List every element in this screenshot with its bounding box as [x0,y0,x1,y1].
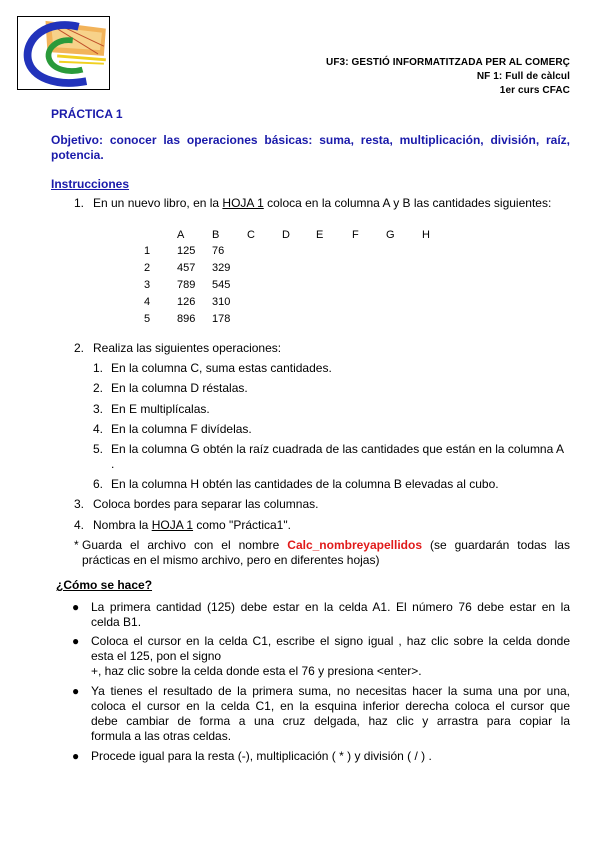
logo-graphic [18,17,109,89]
col-header-h: H [422,229,430,241]
cell-b: 310 [212,296,231,308]
step-4-sheet-ref: HOJA 1 [151,518,194,532]
col-header-b: B [212,229,220,241]
bullet-3-line-3: debe cambiar de forma a una cruz delgada, haz clic y arrastra para copiar la [91,714,570,728]
page-title: PRÁCTICA 1 [51,107,123,121]
header-course: 1er curs CFAC [499,85,570,96]
header-unit: NF 1: Full de càlcul [476,71,570,82]
col-header-f: F [352,229,359,241]
step-2-text: Realiza las siguientes operaciones: [93,341,282,355]
note-filename: Calc_nombreyapellidos [287,538,422,552]
substep-text: En la columna F divídelas. [111,422,252,436]
step-1-post: coloca en la columna A y B las cantidades siguientes: [263,196,552,210]
substep-number: 3. [93,402,104,416]
cell-a: 125 [177,245,196,257]
bullet-3-line-1: Ya tienes el resultado de la primera suma, no necesitas hacer la suma una por una, [91,684,570,698]
step-1-pre: En un nuevo libro, en la [93,196,223,210]
col-header-g: G [386,229,395,241]
col-header-e: E [316,229,324,241]
step-3-number: 3. [74,497,85,511]
substep-text: En la columna H obtén las cantidades de la columna B elevadas al cubo. [111,477,499,491]
bullet-1-line-1: La primera cantidad (125) debe estar en la celda A1. El número 76 debe estar en la [91,600,570,614]
step-3-text: Coloca bordes para separar las columnas. [93,497,319,511]
row-number: 2 [144,262,151,274]
header-module: UF3: GESTIÓ INFORMATITZADA PER AL COMERÇ [326,57,570,68]
row-number: 5 [144,313,151,325]
step-4-pre: Nombra la [93,518,152,532]
substep-number: 6. [93,477,104,491]
bullet-2-line-3: +, haz clic sobre la celda donde esta el 76 y presiona <enter>. [91,664,422,678]
bullet-2-line-1: Coloca el cursor en la celda C1, escribe el signo igual , haz clic sobre la celda donde [91,634,570,648]
substep-number: 2. [93,381,104,395]
bullet-icon: ● [72,684,80,698]
cell-b: 329 [212,262,231,274]
col-header-d: D [282,229,290,241]
bullet-1-line-2: celda B1. [91,615,142,629]
substep-text: En la columna C, suma estas cantidades. [111,361,332,375]
note-line-1 [82,538,570,553]
substep-number: 4. [93,422,104,436]
step-1-number: 1. [74,196,85,210]
substep-text: En la columna G obtén la raíz cuadrada de las cantidades que están en la columna A [111,442,564,456]
step-2-number: 2. [74,341,85,355]
cell-a: 126 [177,296,196,308]
substep-text: En E multiplícalas. [111,402,210,416]
bullet-icon: ● [72,749,80,763]
substep-number: 5. [93,442,104,456]
note-post: (se guardarán todas las [422,538,570,552]
substep-number: 1. [93,361,104,375]
col-header-a: A [177,229,185,241]
cell-a: 457 [177,262,196,274]
cell-a: 896 [177,313,196,325]
step-1-sheet-ref: HOJA 1 [222,196,264,210]
note-line-2: prácticas en el mismo archivo, pero en diferentes hojas) [82,553,380,567]
school-logo [17,16,110,90]
bullet-icon: ● [72,600,80,614]
substep-continuation: . [111,457,115,471]
bullet-3-line-4: formula a las otras celdas. [91,729,232,743]
col-header-c: C [247,229,255,241]
row-number: 3 [144,279,151,291]
sheet-header-row [140,229,440,245]
step-4-post: como "Práctica1". [193,518,291,532]
note-pre: Guarda el archivo con el nombre [82,538,288,552]
cell-b: 178 [212,313,231,325]
note-star: * [74,538,79,552]
bullet-3-line-2: coloca el cursor en la celda C1, en la esquina inferior derecha coloca el cursor que [91,699,570,713]
step-4-text [93,518,291,533]
step-4-number: 4. [74,518,85,532]
cell-b: 545 [212,279,231,291]
cell-a: 789 [177,279,196,291]
how-to-heading: ¿Cómo se hace? [56,578,153,592]
row-number: 1 [144,245,151,257]
bullet-2-line-2: esta el 125, pon el signo [91,649,222,663]
instructions-heading: Instrucciones [51,177,130,191]
substep-text: En la columna D réstalas. [111,381,248,395]
row-number: 4 [144,296,151,308]
cell-b: 76 [212,245,225,257]
bullet-4-line-1: Procede igual para la resta (-), multiplicación ( * ) y división ( / ) . [91,749,432,763]
bullet-icon: ● [72,634,80,648]
objective-text: Objetivo: conocer las operaciones básicas: suma, resta, multiplicación, división, raíz, potencia. [51,133,570,162]
step-1-text [93,196,551,211]
